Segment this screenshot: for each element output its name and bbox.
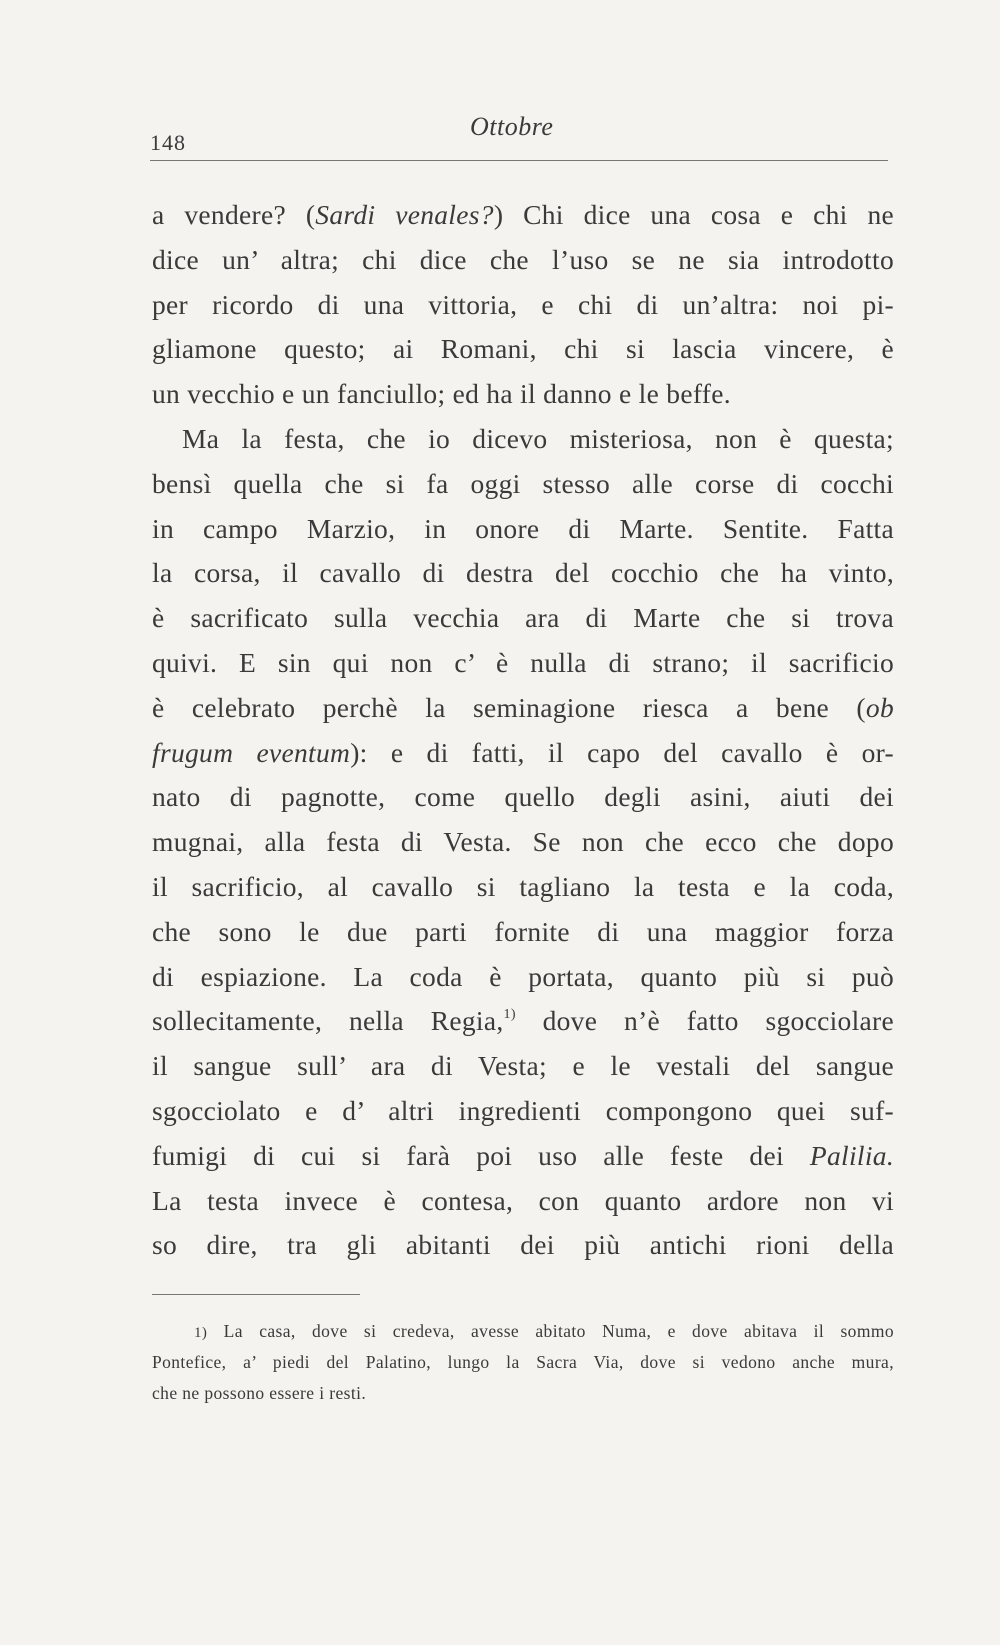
text-line: che sono le due parti fornite di una maggior forza (152, 915, 894, 947)
text-line: quivi. E sin qui non c’ è nulla di strano; il sacrificio (152, 646, 894, 678)
text-line: a vendere? (Sardi venales?) Chi dice una cosa e chi ne (152, 199, 895, 230)
footnote-reference: 1) (503, 1007, 516, 1023)
text-line: frugum eventum): e di fatti, il capo del cavallo è or- (152, 736, 894, 768)
text-line: sgocciolato e d’ altri ingredienti compongono quei suf- (152, 1094, 894, 1126)
header-rule (150, 160, 888, 161)
text-line: per ricordo di una vittoria, e chi di un’altra: noi pi- (152, 288, 894, 320)
text-line: la corsa, il cavallo di destra del cocchio che ha vinto, (152, 557, 894, 589)
text-line: il sacrificio, al cavallo si tagliano la testa e la coda, (152, 870, 894, 902)
page-header (150, 112, 888, 158)
footnote-line: Pontefice, a’ piedi del Palatino, lungo la Sacra Via, dove si vedono anche mura, (152, 1352, 894, 1372)
footnote (152, 1316, 894, 1409)
text-line: sollecitamente, nella Regia,$^{1)}$ dove n’è fatto sgocciolare (152, 1005, 895, 1037)
footnote-rule (152, 1294, 360, 1295)
text-line: mugnai, alla festa di Vesta. Se non che ecco che dopo (152, 826, 894, 858)
footnote-line: che ne possono essere i resti. (152, 1383, 367, 1403)
text-line: nato di pagnotte, come quello degli asini, aiuti dei (152, 781, 894, 813)
text-line: fumigi di cui si farà poi uso alle feste dei Palilia. (152, 1139, 894, 1171)
text-line: è celebrato perchè la seminagione riesca a bene (ob (152, 691, 894, 723)
body-text (152, 193, 894, 1268)
page-number: 148 (150, 130, 186, 155)
text-line: il sangue sull’ ara di Vesta; e le vestali del sangue (152, 1050, 894, 1082)
text-line: gliamone questo; ai Romani, chi si lascia vincere, è (152, 333, 894, 365)
text-line: Ma la festa, che io dicevo misteriosa, non è questa; (182, 422, 894, 454)
text-line: in campo Marzio, in onore di Marte. Sentite. Fatta (152, 512, 894, 544)
text-line: dice un’ altra; chi dice che l’uso se ne sia introdotto (152, 243, 894, 275)
text-line: un vecchio e un fanciullo; ed ha il danno e le beffe. (152, 378, 731, 410)
footnote-line: 1) La casa, dove si credeva, avesse abitato Numa, e dove abitava il sommo (194, 1321, 894, 1341)
text-line: bensì quella che si fa oggi stesso alle corse di cocchi (152, 467, 894, 499)
text-line: è sacrificato sulla vecchia ara di Marte che si trova (152, 602, 894, 634)
running-title: Ottobre (470, 112, 554, 141)
text-line: di espiazione. La coda è portata, quanto più si può (152, 960, 894, 992)
text-line: so dire, tra gli abitanti dei più antichi rioni della (152, 1229, 894, 1261)
footnote-marker: 1) (194, 1325, 208, 1341)
text-line: La testa invece è contesa, con quanto ardore non vi (152, 1184, 894, 1216)
